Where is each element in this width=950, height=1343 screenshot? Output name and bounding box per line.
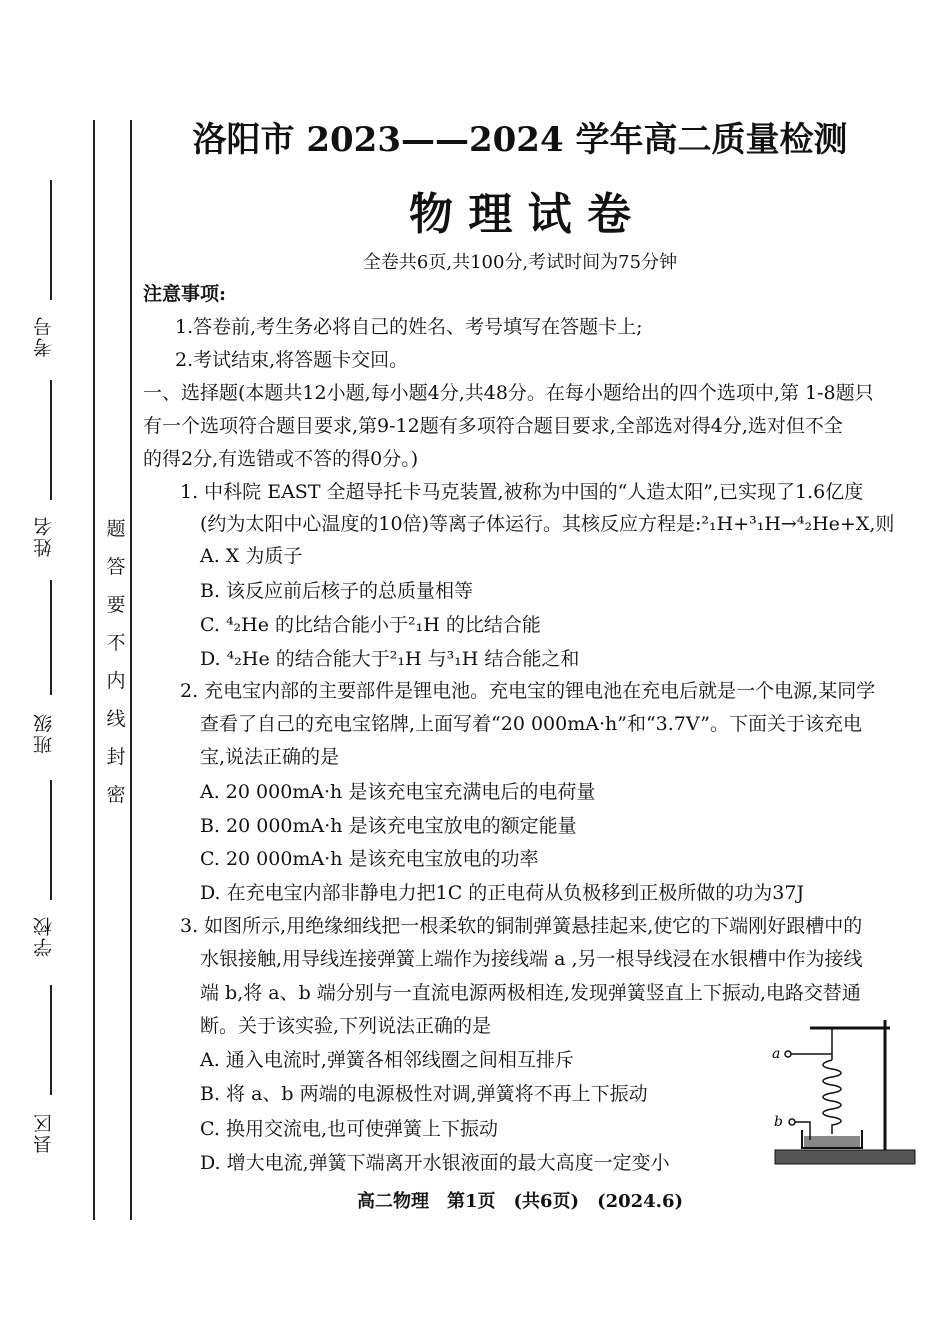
option-d: D. 在充电宝内部非静电力把1C 的正电荷从负极移到正极所做的功为37J: [200, 882, 805, 904]
terminal-b-label: b: [774, 1114, 783, 1130]
option-a: A. 20 000mA·h 是该充电宝充满电后的电荷量: [200, 781, 596, 803]
name-rule: [50, 380, 52, 500]
option-d: D. ⁴₂He 的结合能大于²₁H 与³₁H 结合能之和: [200, 648, 580, 670]
seal-char: 不: [106, 632, 126, 654]
school-label: 学校: [33, 915, 55, 957]
question-stem: 3. 如图所示,用绝缘细线把一根柔软的铜制弹簧悬挂起来,使它的下端刚好跟槽中的: [180, 915, 863, 937]
exam-no-label: 考号: [33, 315, 55, 357]
question-stem: (约为太阳中心温度的10倍)等离子体运行。其核反应方程是:²₁H+³₁H→⁴₂He+X,则: [200, 513, 895, 535]
district-label: 县区: [33, 1112, 55, 1154]
option-b: B. 20 000mA·h 是该充电宝放电的额定能量: [200, 815, 577, 837]
exam-title: 洛阳市 2023——2024 学年高二质量检测: [192, 120, 848, 160]
note-item: 2.考试结束,将答题卡交回。: [175, 349, 409, 371]
mercury: [804, 1136, 860, 1147]
option-a: A. 通入电流时,弹簧各相邻线圈之间相互排斥: [200, 1049, 574, 1071]
terminal-a-label: a: [772, 1046, 781, 1062]
seal-char: 要: [106, 594, 126, 616]
terminal-a: [785, 1051, 791, 1057]
question-stem: 查看了自己的充电宝铭牌,上面写着“20 000mA·h”和“3.7V”。下面关于该充电: [200, 713, 863, 735]
seal-char: 线: [106, 708, 126, 730]
school-rule: [50, 780, 52, 900]
option-a: A. X 为质子: [200, 545, 303, 567]
class-label: 班级: [33, 712, 55, 754]
option-b: B. 将 a、b 两端的电源极性对调,弹簧将不再上下振动: [200, 1083, 648, 1105]
note-item: 1.答卷前,考生务必将自己的姓名、考号填写在答题卡上;: [175, 316, 643, 338]
subject-title: 物 理 试 卷: [409, 189, 631, 240]
spring: [823, 1060, 841, 1134]
exam-info: 全卷共6页,共100分,考试时间为75分钟: [362, 252, 678, 273]
question-stem: 端 b,将 a、b 端分别与一直流电源两极相连,发现弹簧竖直上下振动,电路交替通: [200, 982, 861, 1004]
option-b: B. 该反应前后核子的总质量相等: [200, 580, 474, 602]
section-instructions: 一、选择题(本题共12小题,每小题4分,共48分。在每小题给出的四个选项中,第 1-8题只: [143, 382, 874, 404]
seal-char: 题: [106, 518, 126, 540]
question-stem: 2. 充电宝内部的主要部件是锂电池。充电宝的锂电池在充电后就是一个电源,某同学: [180, 680, 876, 702]
section-instructions: 有一个选项符合题目要求,第9-12题有多项符合题目要求,全部选对得4分,选对但不全: [143, 415, 843, 437]
option-c: C. 换用交流电,也可使弹簧上下振动: [200, 1118, 498, 1140]
seal-char: 答: [106, 556, 126, 578]
option-d: D. 增大电流,弹簧下端离开水银液面的最大高度一定变小: [200, 1152, 670, 1174]
spring-apparatus-figure: [770, 1012, 920, 1172]
base-plate: [775, 1150, 915, 1164]
option-c: C. ⁴₂He 的比结合能小于²₁H 的比结合能: [200, 614, 541, 636]
binding-line-outer: [93, 120, 95, 1220]
option-c: C. 20 000mA·h 是该充电宝放电的功率: [200, 848, 539, 870]
seal-char: 内: [106, 670, 126, 692]
terminal-b: [789, 1119, 795, 1125]
class-rule: [50, 580, 52, 695]
question-stem: 断。关于该实验,下列说法正确的是: [200, 1015, 492, 1037]
question-stem: 1. 中科院 EAST 全超导托卡马克装置,被称为中国的“人造太阳”,已实现了1.6亿度: [180, 481, 864, 503]
page-footer: 高二物理 第1页 (共6页) (2024.6): [356, 1191, 683, 1212]
section-instructions: 的得2分,有选错或不答的得0分。): [143, 448, 419, 470]
district-rule: [50, 985, 52, 1095]
seal-char: 密: [106, 784, 126, 806]
question-stem: 宝,说法正确的是: [200, 746, 340, 768]
question-stem: 水银接触,用导线连接弹簧上端作为接线端 a ,另一根导线浸在水银槽中作为接线: [200, 948, 863, 970]
notes-heading: 注意事项:: [143, 283, 227, 305]
seal-char: 封: [106, 746, 126, 768]
name-label: 姓名: [33, 515, 55, 557]
binding-line-inner: [130, 120, 132, 1220]
